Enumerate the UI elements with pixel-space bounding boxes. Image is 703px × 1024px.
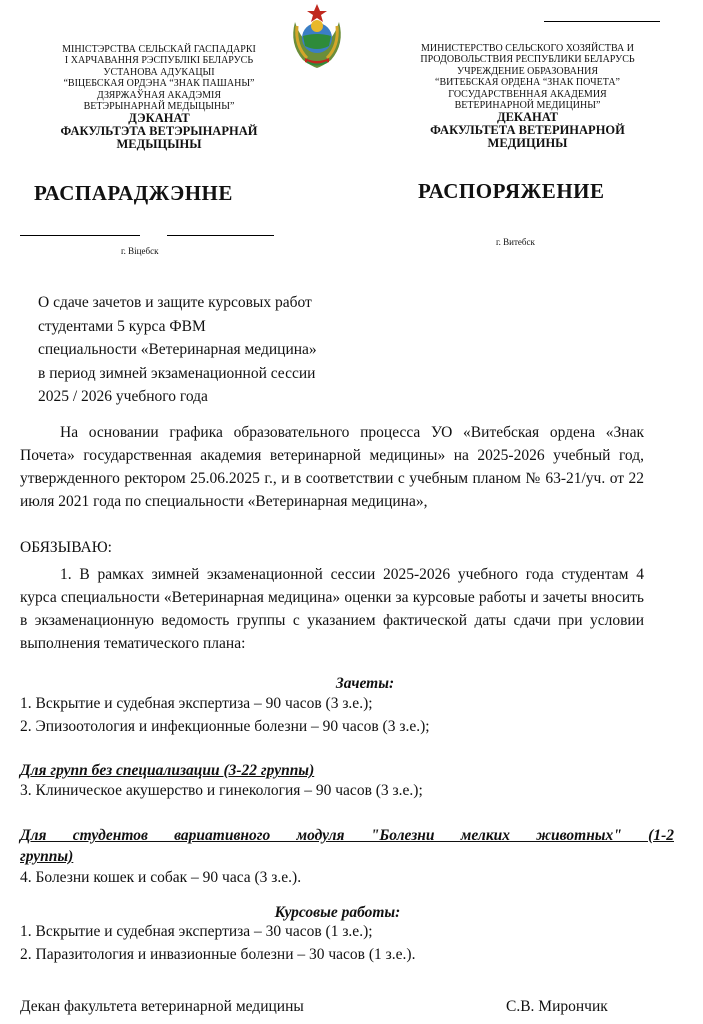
subject-line: 2025 / 2026 учебного года — [38, 388, 208, 405]
subject-line: О сдаче зачетов и защите курсовых работ — [38, 294, 312, 311]
basis-paragraph: На основании графика образовательного процесса УО «Витебская ордена «Знак Почета» государственная академия ветеринарной медицины» на 2025-2026 учебный год, утвержденного ректором 25.06.2025 г., и в соответствии с учебным планом № 63-21/уч. от 22 июля 2021 года по специальности «Ветеринарная медицина», — [20, 424, 644, 510]
header-right-line: ПРОДОВОЛЬСТВИЯ РЕСПУБЛИКИ БЕЛАРУСЬ — [420, 54, 635, 66]
header-right-line: ВЕТЕРИНАРНОЙ МЕДИЦИНЫ” — [454, 100, 601, 112]
date-blank-line — [20, 235, 140, 236]
group-module-heading-line1: Для студентов вариативного модуля "Болезни мелких животных" (1-2 — [20, 827, 674, 844]
header-left — [20, 44, 298, 151]
group-module-item: 4. Болезни кошек и собак – 90 часа (3 з.е.). — [20, 869, 302, 886]
credits-heading: Зачеты: — [335, 675, 395, 692]
number-blank-line — [167, 235, 274, 236]
city-ru: г. Витебск — [496, 237, 535, 247]
top-right-blank-line — [544, 21, 660, 22]
doc-title-by: РАСПАРАДЖЭННЕ — [34, 181, 233, 205]
header-left-line: І ХАРЧАВАННЯ РЭСПУБЛІКІ БЕЛАРУСЬ — [64, 55, 254, 67]
subject-line: в период зимней экзаменационной сессии — [38, 364, 316, 382]
signature-position: Декан факультета ветеринарной медицины — [20, 998, 304, 1015]
item1-paragraph: 1. В рамках зимней экзаменационной сессии 2025-2026 учебного года студентам 4 курса специальности «Ветеринарная медицина» оценки за курсовые работы и зачеты вносить в экзаменационную ведомость группы с указанием фактической даты сдачи при условии выполнения тематического плана: — [20, 566, 644, 652]
header-right-line: УЧРЕЖДЕНИЕ ОБРАЗОВАНИЯ — [456, 65, 598, 77]
credit-item: 2. Эпизоотология и инфекционные болезни – 90 часов (3 з.е.); — [20, 718, 430, 735]
header-right-dept: МЕДИЦИНЫ — [487, 136, 568, 151]
header-right-line: МИНИСТЕРСТВО СЕЛЬСКОГО ХОЗЯЙСТВА И — [420, 43, 634, 54]
header-left-line: ДЗЯРЖАЎНАЯ АКАДЭМІЯ — [96, 89, 222, 101]
header-right — [390, 43, 665, 150]
obligate-label: ОБЯЗЫВАЮ: — [20, 539, 112, 556]
header-right-dept: ДЕКАНАТ — [496, 110, 559, 125]
subject — [38, 291, 317, 409]
header-left-dept: ФАКУЛЬТЭТА ВЕТЭРЫНАРНАЙ — [60, 124, 258, 139]
header-left-line: УСТАНОВА АДУКАЦЫІ — [103, 66, 215, 78]
header-left-line: МІНІСТЭРСТВА СЕЛЬСКАЙ ГАСПАДАРКІ — [62, 44, 256, 55]
doc-title-ru: РАСПОРЯЖЕНИЕ — [418, 179, 605, 203]
header-left-line: ВЕТЭРЫНАРНАЙ МЕДЫЦЫНЫ” — [83, 101, 235, 113]
header-left-dept: ДЭКАНАТ — [128, 111, 190, 126]
credit-item: 1. Вскрытие и судебная экспертиза – 90 часов (3 з.е.); — [20, 695, 373, 712]
header-right-dept: ФАКУЛЬТЕТА ВЕТЕРИНАРНОЙ — [430, 123, 625, 138]
header-right-line: ГОСУДАРСТВЕННАЯ АКАДЕМИЯ — [448, 88, 607, 100]
signature-name: С.В. Мирончик — [506, 998, 608, 1015]
coursework-heading: Курсовые работы: — [274, 904, 401, 921]
subject-line: студентами 5 курса ФВМ — [38, 317, 206, 335]
coursework-item: 1. Вскрытие и судебная экспертиза – 30 часов (1 з.е.); — [20, 923, 373, 940]
header-left-line: “ВІЦЕБСКАЯ ОРДЭНА “ЗНАК ПАШАНЫ” — [63, 78, 255, 90]
group-no-spec-heading: Для групп без специализации (3-22 группы) — [20, 762, 315, 779]
group-no-spec-item: 3. Клиническое акушерство и гинекология – 90 часов (3 з.е.); — [20, 782, 423, 799]
header-right-line: “ВИТЕБСКАЯ ОРДЕНА “ЗНАК ПОЧЕТА” — [435, 77, 620, 89]
group-module-heading-line2: группы) — [20, 848, 74, 865]
coursework-item: 2. Паразитология и инвазионные болезни – 30 часов (1 з.е.). — [20, 946, 416, 963]
city-by: г. Віцебск — [121, 246, 159, 256]
header-left-dept: МЕДЫЦЫНЫ — [116, 137, 202, 152]
subject-line: специальности «Ветеринарная медицина» — [38, 341, 317, 358]
